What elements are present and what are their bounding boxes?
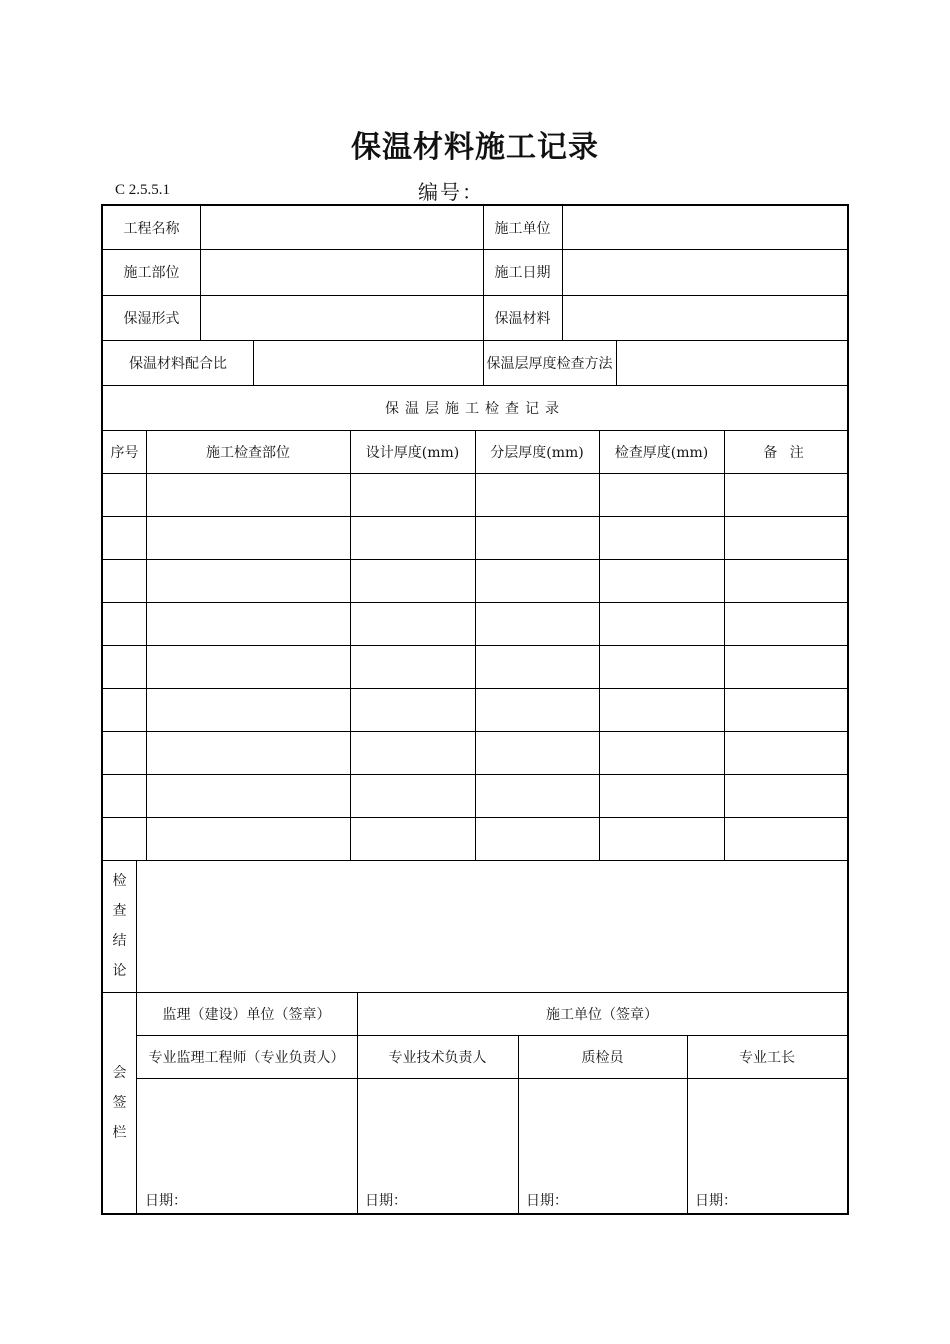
construction-date-label: 施工日期 bbox=[494, 265, 551, 281]
page-title: 保温材料施工记录 bbox=[351, 130, 599, 165]
conclusion-label bbox=[103, 860, 136, 992]
column-header-remarks: 备 注 bbox=[763, 444, 808, 461]
project-name-label: 工程名称 bbox=[123, 220, 180, 237]
conclusion-char: 查 bbox=[112, 903, 127, 919]
construction-unit-label: 施工单位 bbox=[494, 220, 551, 237]
signoff-label bbox=[103, 992, 136, 1213]
date-label: 日期： bbox=[695, 1193, 737, 1209]
signoff-char: 会 bbox=[112, 1064, 127, 1081]
quality-inspector-label: 质检员 bbox=[581, 1049, 624, 1066]
technical-lead-label: 专业技术负责人 bbox=[388, 1049, 487, 1066]
column-header-checked-thickness: 检查厚度(mm) bbox=[614, 444, 709, 461]
section-title: 保温层施工检查记录 bbox=[385, 400, 565, 417]
construction-unit-seal-label: 施工单位（签章） bbox=[546, 1006, 658, 1023]
column-header-index: 序号 bbox=[110, 444, 139, 461]
signoff-char: 栏 bbox=[112, 1124, 127, 1141]
date-label: 日期： bbox=[365, 1193, 407, 1209]
conclusion-char: 检 bbox=[112, 873, 127, 889]
conclusion-char: 结 bbox=[112, 933, 127, 949]
construction-part-label: 施工部位 bbox=[123, 265, 180, 281]
column-header-location: 施工检查部位 bbox=[206, 444, 290, 461]
conclusion-char: 论 bbox=[112, 963, 127, 979]
column-header-layer-thickness: 分层厚度(mm) bbox=[490, 444, 584, 461]
date-label: 日期： bbox=[145, 1193, 187, 1209]
supervision-unit-label: 监理（建设）单位（签章） bbox=[162, 1006, 331, 1023]
supervising-engineer-label: 专业监理工程师（专业负责人） bbox=[148, 1049, 345, 1066]
material-ratio-label: 保温材料配合比 bbox=[129, 355, 227, 372]
form-code: C 2.5.5.1 bbox=[115, 182, 171, 198]
column-header-design-thickness: 设计厚度(mm) bbox=[365, 444, 460, 461]
thickness-method-label: 保温层厚度检查方法 bbox=[486, 355, 613, 372]
signoff-char: 签 bbox=[112, 1094, 127, 1111]
serial-number-label: 编号： bbox=[418, 180, 484, 204]
foreman-label: 专业工长 bbox=[739, 1049, 795, 1066]
insulation-form-label: 保湿形式 bbox=[123, 310, 180, 327]
record-form bbox=[101, 204, 849, 1215]
date-label: 日期： bbox=[526, 1193, 568, 1209]
insulation-material-label: 保温材料 bbox=[494, 310, 551, 327]
